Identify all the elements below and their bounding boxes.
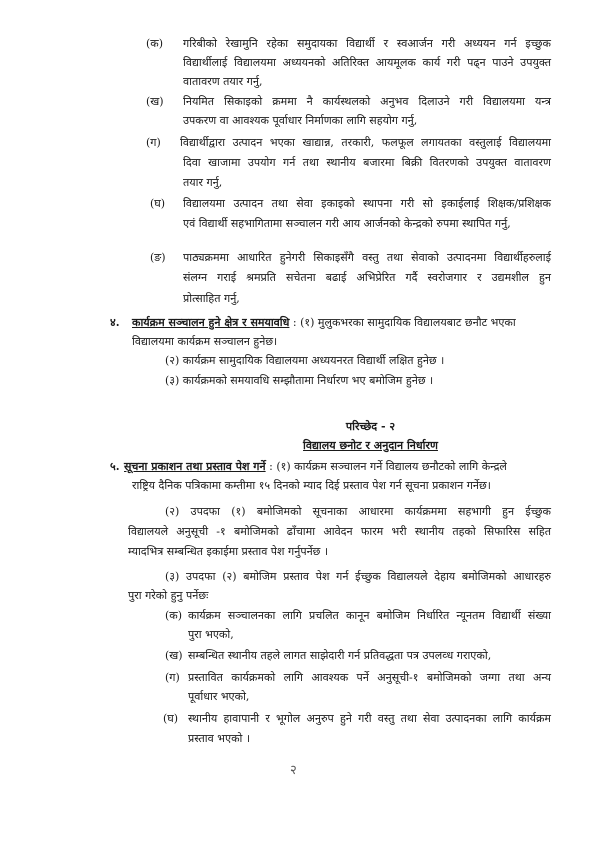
list-marker: (ख) [165,649,183,662]
section-heading: कार्यक्रम सञ्चालन हुने क्षेत्र र समयावधि [132,316,290,329]
list-item-text: विद्यार्थीद्वारा उत्पादन भएका खाद्यान्न, तरकारी, फलफूल लगायतका वस्तुलाई विद्यालयमा [180,136,551,149]
list-marker: (ख) [146,95,164,108]
section-heading: सूचना प्रकाशन तथा प्रस्ताव पेश गर्ने [124,460,266,473]
list-marker: (ग) [146,136,161,149]
clause-text: (२) कार्यक्रम सामुदायिक विद्यालयमा अध्ययनरत विद्यार्थी लक्षित हुनेछ । [165,354,445,367]
list-marker: (ङ) [150,251,166,264]
list-item-text: प्रस्तावित कार्यक्रमको लागि आवश्यक पर्ने अनुसूची-१ बमोजिमको जग्गा तथा अन्य [188,671,551,684]
list-item-text: पुरा भएको, [188,628,234,641]
section-4-line [132,316,516,330]
list-item-text: पाठ्यक्रममा आधारित हुनेगरी सिकाइसँगै वस्तु तथा सेवाको उत्पादनमा विद्यार्थीहरुलाई [183,251,551,264]
clause-text: विद्यालयले अनुसूची -१ बमोजिमको ढाँचामा आवेदन फारम भरी स्थानीय तहको सिफारिस सहित [128,525,551,538]
clause-text: पुरा गरेको हुनु पर्नेछः [128,589,209,602]
page-number: २ [290,763,297,778]
list-item-text: सम्बन्धित स्थानीय तहले लागत साझेदारी गर्न प्रतिवद्धता पत्र उपलव्ध गराएको, [188,649,492,662]
chapter-label: परिच्छेद - २ [345,420,396,433]
clause-text: म्यादभित्र सम्बन्धित इकाईमा प्रस्ताव पेश गर्नुपर्नेछ । [128,545,329,558]
clause-text: : (१) कार्यक्रम सञ्चालन गर्ने विद्यालय छनौटको लागि केन्द्रले [269,460,507,473]
list-marker: (घ) [150,197,166,210]
clause-text: राष्ट्रिय दैनिक पत्रिकामा कम्तीमा १५ दिनको म्याद दिई प्रस्ताव पेश गर्न सूचना प्रकाशन गर्नेछ। [132,479,491,492]
list-item-text: उपकरण वा आवश्यक पूर्वाधार निर्माणका लागि सहयोग गर्नु, [183,114,418,127]
list-item-text: एवं विद्यार्थी सहभागितामा सञ्चालन गरी आय आर्जनको केन्द्रको रुपमा स्थापित गर्नु, [183,217,511,230]
clause-text: (३) कार्यक्रमको समयावधि सम्झौतामा निर्धारण भए बमोजिम हुनेछ । [165,374,434,387]
list-marker: (क) [165,609,183,622]
clause-text: (३) उपदफा (२) बमोजिम प्रस्ताव पेश गर्न ईच्छुक विद्यालयले देहाय बमोजिमको आधारहरु [165,570,551,583]
list-item-text: प्रस्ताव भएको । [188,732,251,745]
section-number: ५. [110,460,120,473]
section-number: ४. [110,316,120,329]
list-marker: (घ) [163,712,179,725]
list-item-text: नियमित सिकाइको क्रममा नै कार्यस्थलको अनुभव दिलाउने गरी विद्यालयमा यन्त्र [183,95,551,108]
list-item-text: संलग्न गराई श्रमप्रति सचेतना बढाई अभिप्रेरित गर्दै स्वरोजगार र उद्यमशील हुन [183,271,551,284]
list-item-text: प्रोत्साहित गर्नु, [183,292,240,305]
list-item-text: विद्यार्थीलाई विद्यालयमा अध्ययनको अतिरिक्त आयमूलक कार्य गरी पढ्न पाउने उपयुक्त [183,56,551,69]
clause-text: विद्यालयमा कार्यक्रम सञ्चालन हुनेछ। [132,335,278,348]
list-item-text: दिवा खाजामा उपयोग गर्न तथा स्थानीय बजारमा बिक्री वितरणको उपयुक्त वातावरण [183,156,551,169]
clause-text: (२) उपदफा (१) बमोजिमको सूचनाका आधारमा कार्यक्रममा सहभागी हुन ईच्छुक [165,505,551,518]
list-item-text: पूर्वाधार भएको, [188,690,250,703]
list-item-text: गरिबीको रेखामुनि रहेका समुदायका विद्यार्थी र स्वआर्जन गरी अध्ययन गर्न इच्छुक [183,37,551,50]
section-5-line [124,460,507,474]
list-item-text: वातावरण तयार गर्नु, [183,75,263,88]
list-marker: (क) [146,37,164,50]
list-item-text: स्थानीय हावापानी र भूगोल अनुरुप हुने गरी वस्तु तथा सेवा उत्पादनका लागि कार्यक्रम [188,712,551,725]
list-item-text: विद्यालयमा उत्पादन तथा सेवा इकाइको स्थापना गरी सो इकाईलाई शिक्षक/प्रशिक्षक [183,197,551,210]
list-item-text: कार्यक्रम सञ्चालनका लागि प्रचलित कानून बमोजिम निर्धारित न्यूनतम विद्यार्थी संख्या [188,609,551,622]
list-item-text: तयार गर्नु, [183,176,223,189]
chapter-title: विद्यालय छनोट र अनुदान निर्धारण [303,439,438,452]
clause-text: : (१) मुलुकभरका सामुदायिक विद्यालयबाट छनौट भएका [292,316,516,329]
list-marker: (ग) [165,671,180,684]
